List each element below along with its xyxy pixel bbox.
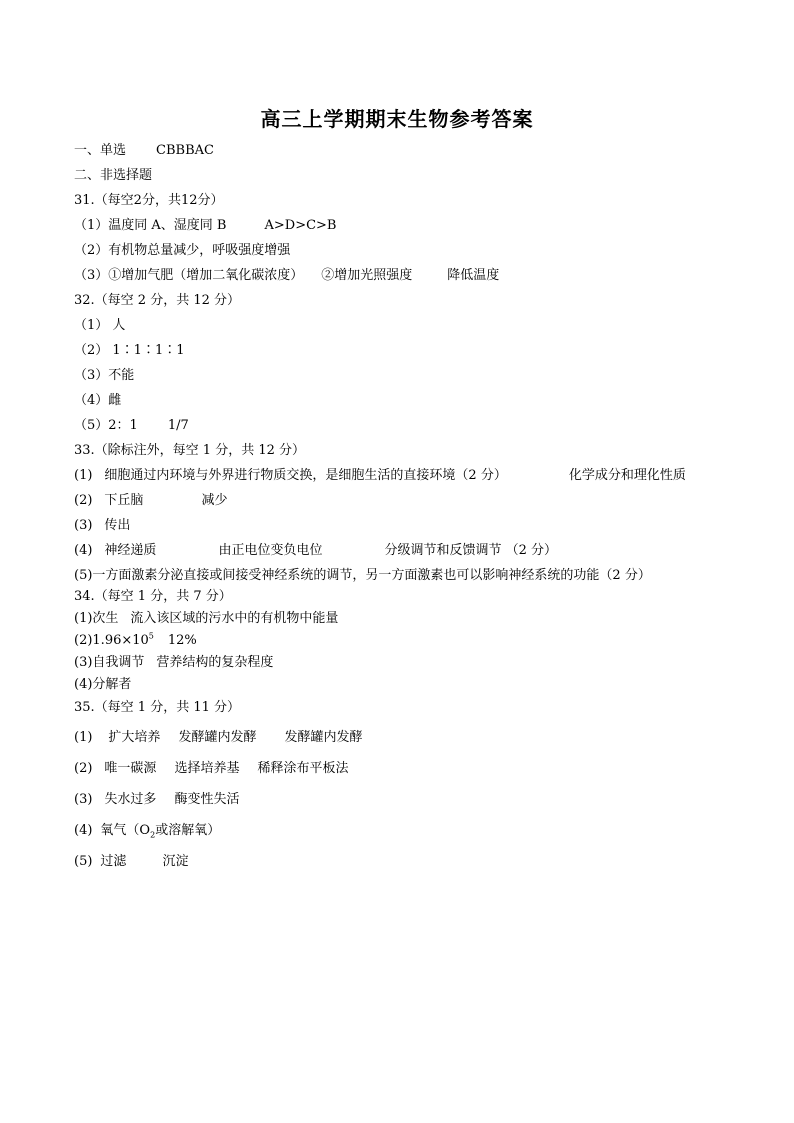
q31-line-2: （2）有机物总量减少，呼吸强度增强 [74, 243, 291, 258]
item-number: (2) [74, 493, 93, 508]
answer-text: 或溶解氧） [155, 823, 221, 838]
answer-text: (2)1.96×10 [74, 633, 149, 648]
answer-text: 失水过多 [104, 792, 157, 807]
section-label: 一、单选 [74, 143, 127, 158]
answer-text: 发酵罐内发酵 [178, 730, 257, 745]
single-choice-answer: CBBBAC [156, 143, 214, 158]
q31-line-3 [74, 268, 499, 284]
answer-text: ②增加光照强度 [321, 268, 413, 283]
q32-header: 32.（每空 2 分，共 12 分） [74, 293, 241, 308]
q31-line-1 [74, 218, 336, 234]
answer-text: 下丘脑 [104, 493, 144, 508]
answer-text: 分级调节和反馈调节 （2 分） [384, 543, 557, 558]
page-title: 高三上学期期末生物参考答案 [260, 107, 534, 131]
q33-line-3 [74, 518, 130, 534]
q34-line-2 [74, 633, 197, 649]
q35-line-1 [74, 730, 362, 746]
answer-text: 选择培养基 [174, 761, 240, 776]
answer-text: 沉淀 [162, 854, 189, 869]
q32-line-1: （1） 人 [74, 318, 126, 333]
answer-text: 发酵罐内发酵 [284, 730, 363, 745]
answer-text: (3)自我调节 [74, 655, 145, 670]
answer-text: (1)次生 [74, 611, 119, 626]
item-number: (1) [74, 468, 93, 483]
answer-text: （3）①增加气肥（增加二氧化碳浓度） [74, 268, 304, 283]
item-number: (4) [74, 823, 93, 838]
q33-line-4 [74, 543, 557, 559]
answer-text: （5）2：1 [74, 418, 138, 433]
q34-header: 34.（每空 1 分，共 7 分） [74, 589, 232, 604]
q33-line-1 [74, 468, 686, 484]
section-non-choice [74, 168, 152, 184]
answer-text: 神经递质 [104, 543, 157, 558]
answer-text: 降低温度 [447, 268, 500, 283]
answer-text: 细胞通过内环境与外界进行物质交换，是细胞生活的直接环境（2 分） [104, 468, 507, 483]
q31-header: 31.（每空2分，共12分） [74, 193, 224, 208]
q32-line-5 [74, 418, 189, 434]
q32-line-2: （2） 1∶1∶1∶1 [74, 343, 185, 358]
answer-text: 酶变性失活 [174, 792, 240, 807]
q34-line-4: (4)分解者 [74, 677, 132, 692]
answer-text: 过滤 [100, 854, 127, 869]
subscript: 2 [150, 830, 156, 840]
q35-line-2 [74, 761, 348, 777]
item-number: (3) [74, 792, 93, 807]
item-number: (4) [74, 543, 93, 558]
section-label: 二、非选择题 [74, 168, 153, 183]
q34-line-1 [74, 611, 338, 627]
answer-text: 12% [167, 633, 197, 648]
answer-text: 流入该区域的污水中的有机物中能量 [130, 611, 339, 626]
q35-header: 35.（每空 1 分，共 11 分） [74, 700, 241, 715]
item-number: (2) [74, 761, 93, 776]
answer-text: 1/7 [167, 418, 189, 433]
q35-line-5 [74, 854, 188, 870]
answer-text: 减少 [201, 493, 228, 508]
q33-line-2 [74, 493, 227, 509]
q34-line-3 [74, 655, 273, 671]
exponent: 5 [148, 631, 154, 641]
item-number: (5) [74, 854, 93, 869]
answer-text: 稀释涂布平板法 [257, 761, 349, 776]
q35-line-3 [74, 792, 239, 808]
section-single-choice [74, 143, 214, 159]
answer-text: 化学成分和理化性质 [568, 468, 686, 483]
answer-text: A>D>C>B [264, 218, 337, 233]
q32-line-4: （4）雌 [74, 393, 122, 408]
answer-text: 唯一碳源 [104, 761, 157, 776]
answer-text: 由正电位变负电位 [218, 543, 323, 558]
q32-line-3: （3）不能 [74, 368, 135, 383]
answer-text: 氧气（O [100, 823, 151, 838]
answer-text: （1）温度同 A、湿度同 B [74, 218, 227, 233]
q33-header: 33.（除标注外，每空 1 分，共 12 分） [74, 443, 306, 458]
answer-text: 传出 [104, 518, 131, 533]
item-number: (1) [74, 730, 93, 745]
answer-text: 扩大培养 [108, 730, 161, 745]
q35-line-4 [74, 823, 220, 839]
item-number: (3) [74, 518, 93, 533]
q33-line-5: (5)一方面激素分泌直接或间接受神经系统的调节，另一方面激素也可以影响神经系统的功能（2 分） [74, 568, 651, 583]
answer-text: 营养结构的复杂程度 [156, 655, 274, 670]
